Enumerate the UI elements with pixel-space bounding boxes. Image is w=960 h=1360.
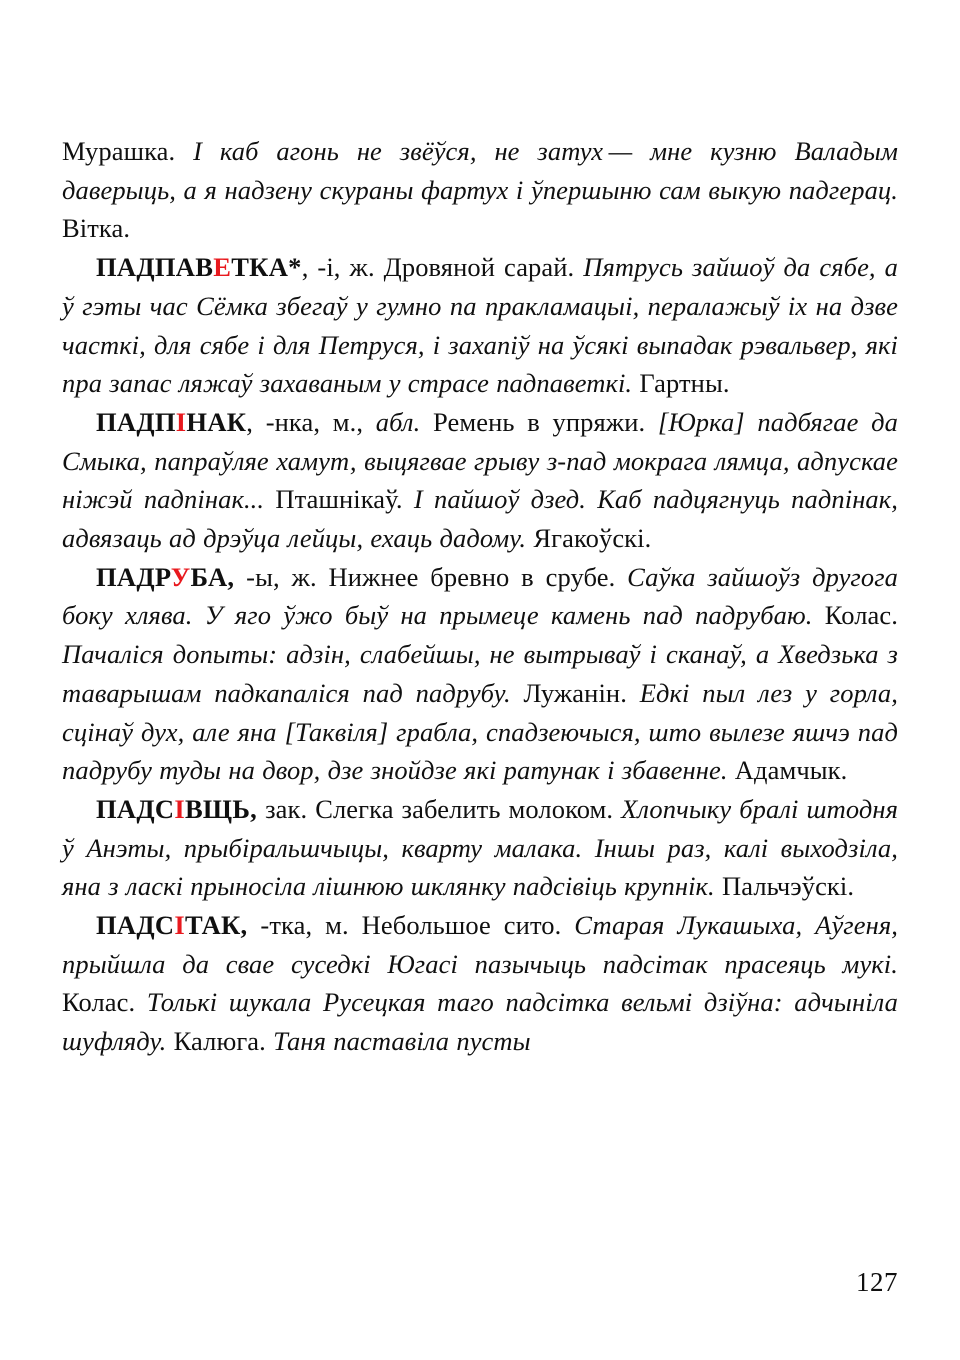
dictionary-entry-padpinak bbox=[62, 403, 898, 558]
definition-text: Дровяной сарай. bbox=[374, 252, 575, 283]
citation-quote: [Юрка] падбягае да Смыка, папраўляе хамут, выцягвае грыву з-пад мокрага лямца, адпускае ніжэй падпінак... bbox=[62, 406, 898, 515]
grammar-label: -і, ж. bbox=[308, 252, 375, 283]
citation-author-2: Калюга. bbox=[166, 1026, 266, 1057]
citation-quote: Пятрусь зайшоў да сябе, а ў гэты час Сёмка збегаў у гумно па пракламацыі, пералажыў іх на дзве часткі, для сябе і для Петруся, і захапіў на ўсякі выпадак рэвальвер, які пра запас ляжаў захаваным у страсе падпаветкі. bbox=[62, 252, 899, 399]
definition-text: Ремень в упряжи. bbox=[420, 406, 646, 437]
citation-author: Колас. bbox=[812, 600, 898, 631]
stress-vowel: У bbox=[170, 561, 191, 592]
page-text-block bbox=[62, 132, 898, 1061]
headword-text-after: ТКА* bbox=[231, 252, 302, 283]
continuation-author-end: Вітка. bbox=[62, 213, 131, 244]
headword-padsivshch bbox=[96, 794, 257, 824]
citation-author: Колас. bbox=[62, 987, 136, 1018]
usage-label: абл. bbox=[375, 406, 421, 437]
headword-punct: , bbox=[301, 252, 309, 283]
continuation-author-lead: Мурашка. bbox=[62, 136, 176, 166]
definition-text: Нижнее бревно в срубе. bbox=[316, 561, 616, 592]
grammar-label: зак. bbox=[257, 793, 308, 824]
headword-padruba bbox=[96, 562, 234, 592]
headword-padpavetka bbox=[96, 252, 302, 282]
grammar-label: -тка, м. bbox=[247, 910, 349, 941]
citation-quote-2: Пачаліся допыты: адзін, слабейшы, не вытрываў і сканаў, а Хведзька з таварышам падкапаліся пад падрубу. bbox=[62, 639, 898, 708]
stress-vowel: І bbox=[174, 910, 185, 941]
continuation-quote: І каб агонь не звёўся, не затух — мне кузню Валадым даверыць, а я надзену скураны фартух і ўпершыню сам выкую падгерац. bbox=[62, 136, 898, 205]
headword-text-after: НАК bbox=[186, 406, 247, 437]
headword-padsitak bbox=[96, 910, 248, 940]
citation-author-2: Ягакоўскі. bbox=[526, 523, 652, 554]
dictionary-entry-padpavetka bbox=[62, 248, 898, 403]
headword-text-after: БА, bbox=[190, 561, 235, 592]
headword-text-after: ТАК, bbox=[184, 910, 248, 941]
citation-author: Пальчэўскі. bbox=[714, 871, 855, 902]
dictionary-entry-padruba bbox=[62, 558, 898, 790]
dictionary-entry-padsivshch bbox=[62, 790, 898, 906]
citation-quote-2: І пайшоў дзед. Каб падцягнуць падпінак, адвязаць ад дрэўца лейцы, ехаць дадому. bbox=[62, 484, 899, 554]
headword-text-before: ПАДС bbox=[96, 793, 175, 824]
citation-author: Пташнікаў. bbox=[264, 484, 403, 515]
citation-quote-3: Таня паставіла пусты bbox=[265, 1026, 531, 1057]
headword-text-after: ВЩЬ, bbox=[184, 793, 258, 824]
headword-punct: , bbox=[246, 406, 254, 437]
dictionary-entry-padsitak bbox=[62, 906, 898, 1061]
stress-vowel: І bbox=[175, 406, 187, 437]
citation-author: Гартны. bbox=[632, 368, 730, 399]
headword-text-before: ПАДП bbox=[96, 406, 176, 437]
definition-text: Небольшое сито. bbox=[348, 910, 562, 941]
citation-quote-3: Едкі пыл лез у горла, сцінаў дух, але яна [Таквіля] грабла, спадзеючыся, што вылезе яшчэ пад падрубу туды на двор, дзе знойдзе які ратунак і збавенне. bbox=[62, 677, 898, 786]
page-number: 127 bbox=[856, 1267, 898, 1297]
headword-text-before: ПАДР bbox=[96, 561, 171, 592]
grammar-label: -ы, ж. bbox=[234, 561, 317, 592]
citation-author-2: Лужанін. bbox=[510, 677, 627, 708]
stress-vowel: Е bbox=[213, 252, 232, 283]
headword-text-before: ПАДС bbox=[96, 910, 175, 941]
headword-padpinak bbox=[96, 407, 246, 437]
citation-quote: Хлопчыку бралі штодня ў Анэты, прыбіральшчыцы, кварту малака. Іншы раз, калі выходзіла, яна з ласкі прыносіла лішнюю шклянку падсівіць крупнік. bbox=[62, 793, 898, 902]
citation-quote-2: Толькі шукала Русецкая таго падсітка вельмі дзіўна: адчыніла шуфляду. bbox=[62, 987, 898, 1057]
definition-text: Слегка забелить молоком. bbox=[307, 793, 614, 824]
citation-quote: Саўка зайшоўз другога боку хлява. У яго ўжо быў на прымеце камень пад падрубаю. bbox=[62, 561, 899, 631]
headword-text-before: ПАДПАВ bbox=[96, 252, 214, 283]
grammar-label: -нка, м., bbox=[253, 406, 376, 437]
citation-quote: Старая Лукашыха, Аўгеня, прыйшла да свае суседкі Югасі пазычыць падсітак прасеяць мукі. bbox=[62, 910, 898, 979]
stress-vowel: І bbox=[174, 793, 185, 824]
continuation-paragraph bbox=[62, 132, 898, 248]
citation-author-3: Адамчык. bbox=[727, 755, 848, 786]
